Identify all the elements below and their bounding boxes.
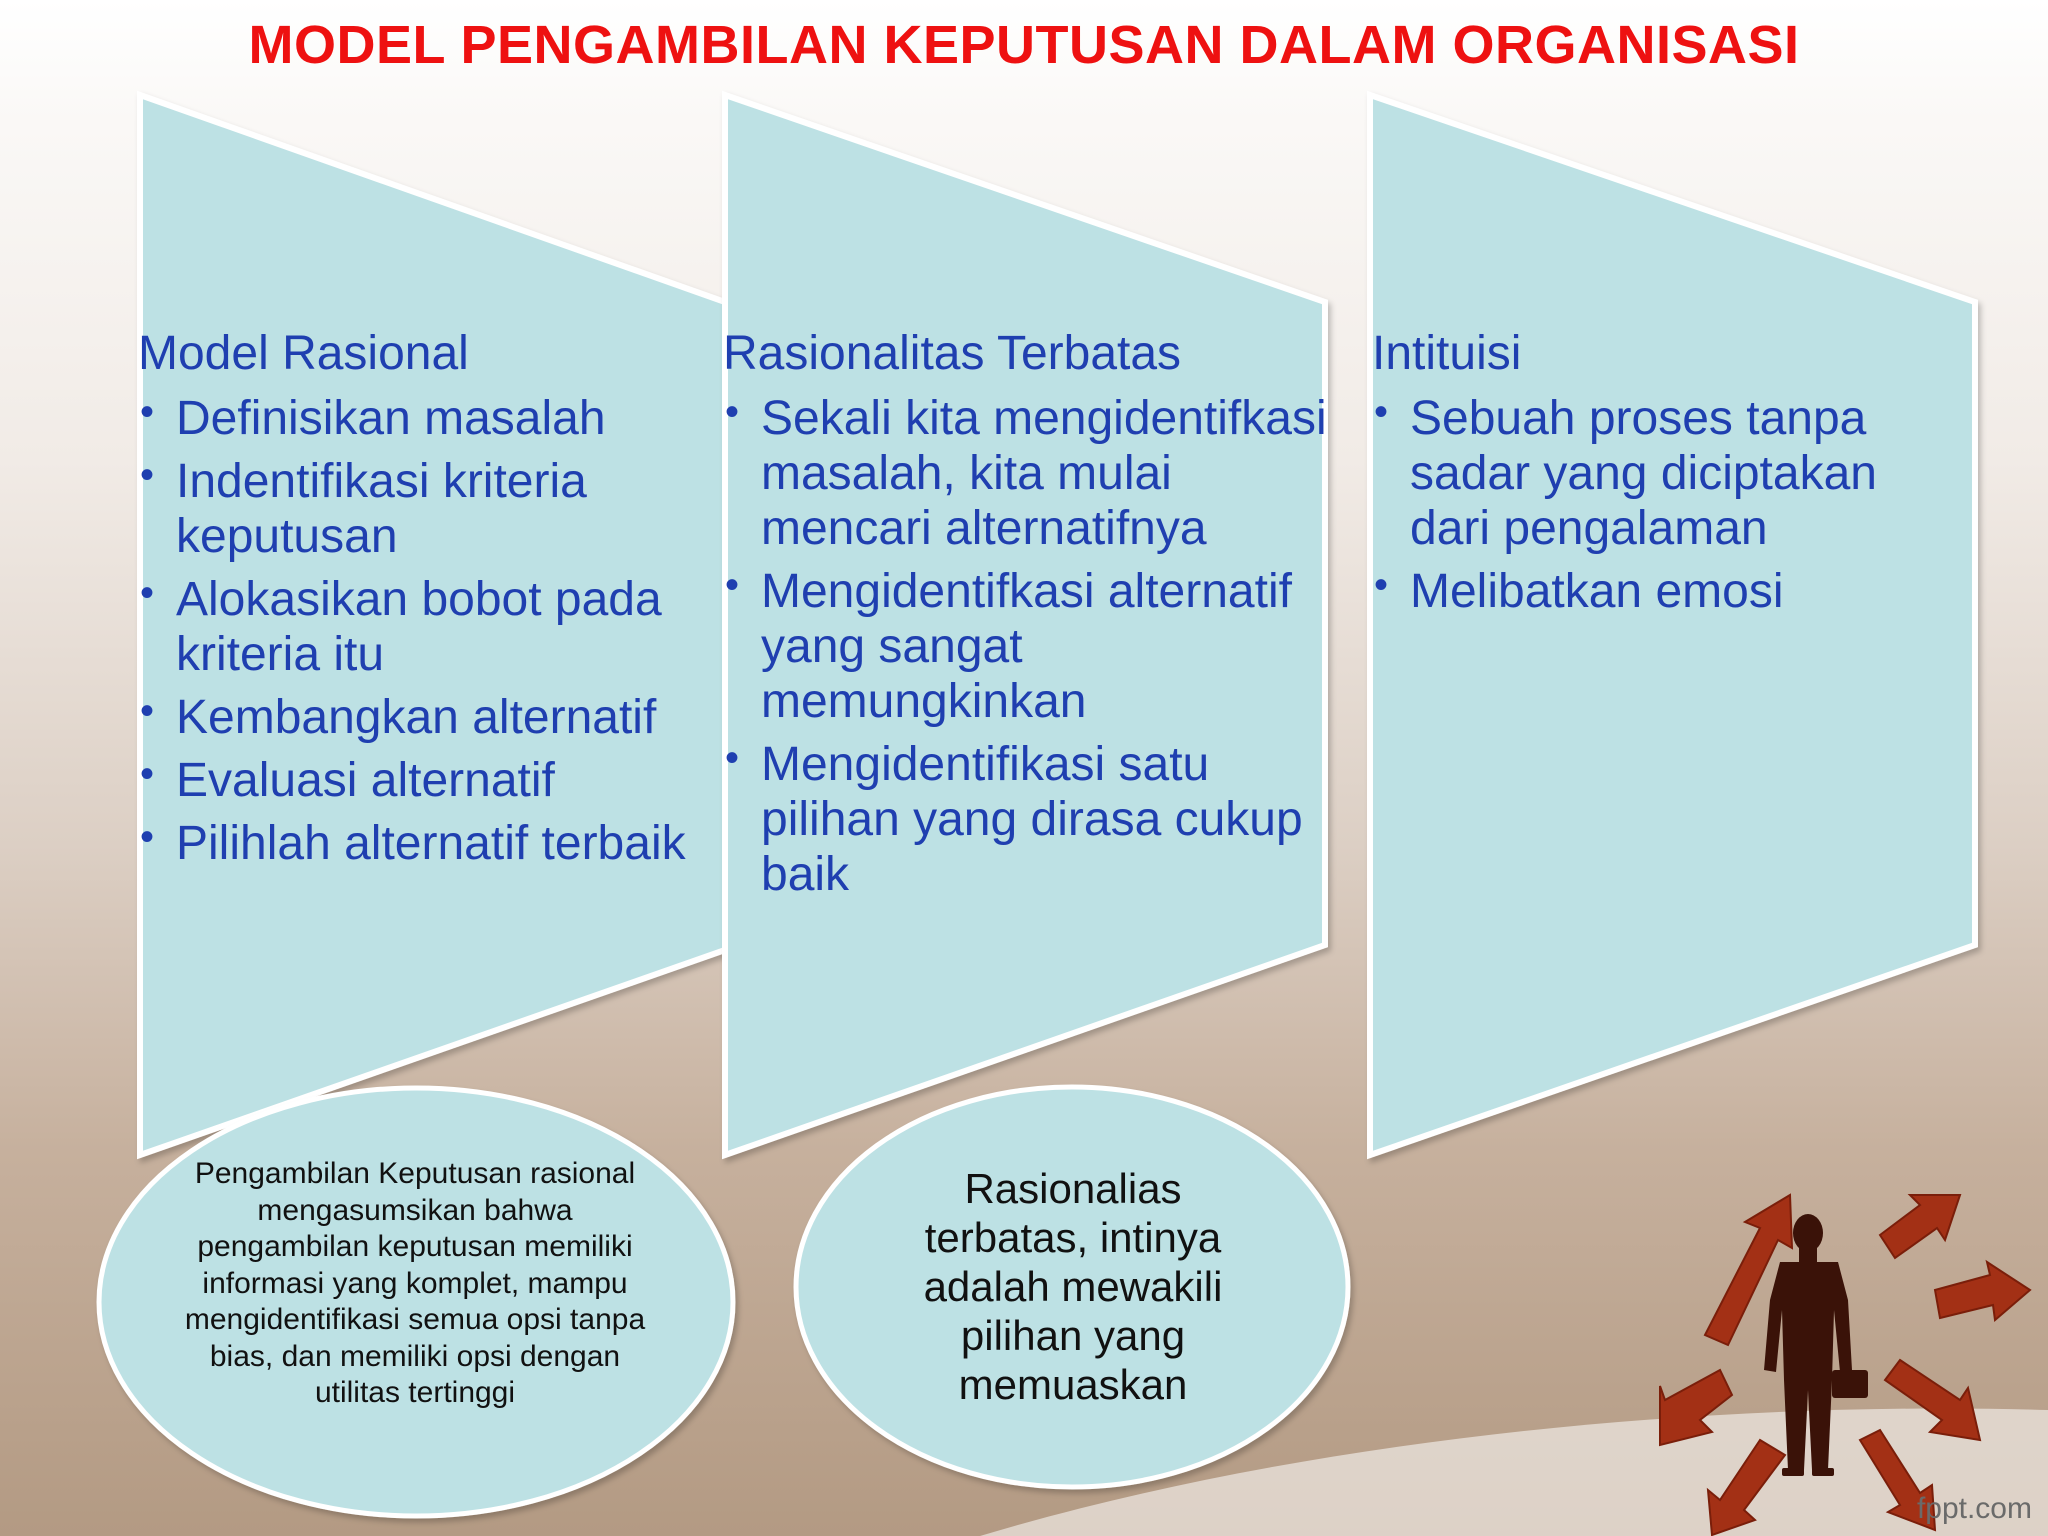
column-heading: Model Rasional bbox=[138, 327, 469, 380]
bullet-dot-icon: • bbox=[140, 390, 155, 435]
bullet-dot-icon: • bbox=[1374, 563, 1389, 608]
list-item: • Sekali kita mengidentifkasi masalah, kita mulai mencari alternatifnya bbox=[723, 391, 1333, 556]
oval-terbatas-text: Rasionalias terbatas, intinya adalah mewakili pilihan yang memuaskan bbox=[923, 1165, 1223, 1408]
list-item: • Kembangkan alternatif bbox=[138, 690, 738, 745]
oval-rasional-text: Pengambilan Keputusan rasional mengasumsikan bahwa pengambilan keputusan memiliki informasi yang komplet, mampu mengidentifikasi semua opsi tanpa bias, dan memiliki opsi dengan utilitas tertinggi bbox=[184, 1157, 646, 1409]
bullet-dot-icon: • bbox=[140, 571, 155, 616]
bullet-dot-icon: • bbox=[1374, 390, 1389, 435]
list-item: • Pilihlah alternatif terbaik bbox=[138, 816, 738, 871]
bullet-dot-icon: • bbox=[140, 689, 155, 734]
list-item: • Indentifikasi kriteria keputusan bbox=[138, 454, 738, 564]
column-model-rasional bbox=[138, 326, 738, 879]
list-item: • Melibatkan emosi bbox=[1372, 564, 1932, 619]
bullet-dot-icon: • bbox=[725, 736, 740, 781]
bullet-dot-icon: • bbox=[725, 390, 740, 435]
page-title: MODEL PENGAMBILAN KEPUTUSAN DALAM ORGANISASI bbox=[248, 15, 1800, 75]
brand-label: fppt.com bbox=[1916, 1492, 2032, 1525]
list-item: • Sebuah proses tanpa sadar yang diciptakan dari pengalaman bbox=[1372, 391, 1932, 556]
column-intituisi bbox=[1372, 326, 1932, 627]
list-item: • Evaluasi alternatif bbox=[138, 753, 738, 808]
column-heading: Intituisi bbox=[1372, 327, 1522, 380]
bullet-list bbox=[723, 391, 1333, 902]
list-item: • Alokasikan bobot pada kriteria itu bbox=[138, 572, 738, 682]
bullet-dot-icon: • bbox=[140, 453, 155, 498]
bullet-dot-icon: • bbox=[140, 815, 155, 860]
list-item: • Mengidentifkasi alternatif yang sangat memungkinkan bbox=[723, 564, 1333, 729]
bullet-list bbox=[1372, 391, 1932, 619]
bullet-dot-icon: • bbox=[725, 563, 740, 608]
column-rasionalitas-terbatas bbox=[723, 326, 1333, 910]
column-heading: Rasionalitas Terbatas bbox=[723, 327, 1182, 380]
list-item: • Definisikan masalah bbox=[138, 391, 738, 446]
bullet-dot-icon: • bbox=[140, 752, 155, 797]
list-item: • Mengidentifikasi satu pilihan yang dirasa cukup baik bbox=[723, 737, 1333, 902]
bullet-list bbox=[138, 391, 738, 871]
